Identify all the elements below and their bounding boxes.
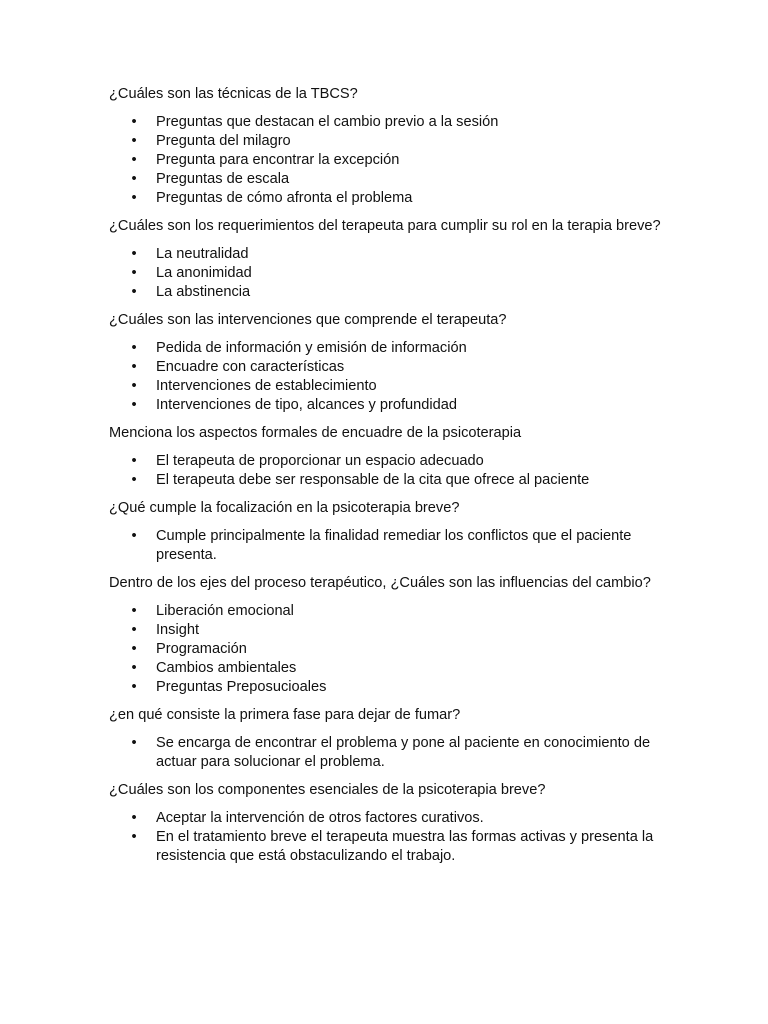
list-item-text: Pregunta para encontrar la excepción: [156, 152, 400, 168]
list-item: [109, 113, 678, 132]
list-item: [109, 170, 678, 189]
answer-list: [109, 602, 678, 697]
list-item: [109, 678, 678, 697]
list-item-text: Intervenciones de establecimiento: [156, 378, 377, 394]
bullet-icon: •: [131, 641, 137, 657]
list-item: [109, 621, 678, 640]
answer-list: [109, 809, 678, 866]
bullet-icon: •: [131, 472, 137, 488]
question-heading: ¿Cuáles son las técnicas de la TBCS?: [109, 86, 358, 102]
list-item: [109, 283, 678, 302]
list-item: [109, 189, 678, 208]
question-heading: ¿Cuáles son los componentes esenciales de la psicoterapia breve?: [109, 782, 546, 798]
question-heading: Menciona los aspectos formales de encuadre de la psicoterapia: [109, 425, 522, 441]
bullet-icon: •: [131, 265, 137, 281]
list-item-text: Intervenciones de tipo, alcances y profundidad: [156, 397, 457, 413]
answer-list: [109, 452, 678, 490]
bullet-icon: •: [131, 660, 137, 676]
list-item: [109, 339, 678, 358]
list-item: [109, 640, 678, 659]
list-item-text: Programación: [156, 641, 247, 657]
bullet-icon: •: [131, 284, 137, 300]
bullet-icon: •: [131, 453, 137, 469]
bullet-icon: •: [131, 735, 137, 751]
list-item-text: Preguntas Preposucioales: [156, 679, 327, 695]
bullet-icon: •: [131, 622, 137, 638]
list-item: [109, 471, 678, 490]
bullet-icon: •: [131, 340, 137, 356]
bullet-icon: •: [131, 152, 137, 168]
bullet-icon: •: [131, 810, 137, 826]
bullet-icon: •: [131, 190, 137, 206]
list-item-text: Cumple principalmente la finalidad remediar los conflictos que el paciente presenta.: [156, 528, 632, 563]
list-item-text: La neutralidad: [156, 246, 249, 262]
list-item-text: Insight: [156, 622, 199, 638]
list-item-text: Encuadre con características: [156, 359, 345, 375]
list-item: [109, 358, 678, 377]
bullet-icon: •: [131, 133, 137, 149]
list-item-text: Pedida de información y emisión de información: [156, 340, 467, 356]
bullet-icon: •: [131, 603, 137, 619]
question-heading: Dentro de los ejes del proceso terapéutico, ¿Cuáles son las influencias del cambio?: [109, 575, 651, 591]
list-item-text: La abstinencia: [156, 284, 251, 300]
list-item: [109, 377, 678, 396]
list-item: [109, 809, 678, 828]
list-item-text: Cambios ambientales: [156, 660, 297, 676]
list-item: [109, 602, 678, 621]
list-item-text: En el tratamiento breve el terapeuta muestra las formas activas y presenta la resistencia que está obstaculizando el trabajo.: [156, 829, 654, 864]
list-item-text: La anonimidad: [156, 265, 252, 281]
list-item: [109, 151, 678, 170]
list-item-text: Se encarga de encontrar el problema y pone al paciente en conocimiento de actuar para solucionar el problema.: [156, 735, 651, 770]
list-item: [109, 659, 678, 678]
bullet-icon: •: [131, 679, 137, 695]
answer-list: [109, 527, 678, 565]
answer-list: [109, 245, 678, 302]
answer-list: [109, 339, 678, 415]
list-item-text: Pregunta del milagro: [156, 133, 291, 149]
bullet-icon: •: [131, 359, 137, 375]
bullet-icon: •: [131, 114, 137, 130]
list-item-text: El terapeuta debe ser responsable de la cita que ofrece al paciente: [156, 472, 590, 488]
list-item-text: El terapeuta de proporcionar un espacio adecuado: [156, 453, 484, 469]
list-item: [109, 452, 678, 471]
question-heading: ¿en qué consiste la primera fase para dejar de fumar?: [109, 707, 461, 723]
bullet-icon: •: [131, 528, 137, 544]
bullet-icon: •: [131, 397, 137, 413]
list-item: [109, 828, 678, 866]
list-item: [109, 527, 678, 565]
list-item: [109, 132, 678, 151]
answer-list: [109, 113, 678, 208]
bullet-icon: •: [131, 378, 137, 394]
bullet-icon: •: [131, 246, 137, 262]
answer-list: [109, 734, 678, 772]
question-heading: ¿Cuáles son las intervenciones que comprende el terapeuta?: [109, 312, 507, 328]
bullet-icon: •: [131, 829, 137, 845]
list-item-text: Preguntas de escala: [156, 171, 290, 187]
list-item: [109, 396, 678, 415]
list-item-text: Aceptar la intervención de otros factores curativos.: [156, 810, 484, 826]
list-item-text: Liberación emocional: [156, 603, 294, 619]
list-item-text: Preguntas de cómo afronta el problema: [156, 190, 413, 206]
list-item: [109, 734, 678, 772]
bullet-icon: •: [131, 171, 137, 187]
list-item: [109, 245, 678, 264]
question-heading: ¿Qué cumple la focalización en la psicoterapia breve?: [109, 500, 460, 516]
question-heading: ¿Cuáles son los requerimientos del terapeuta para cumplir su rol en la terapia breve?: [109, 218, 661, 234]
list-item: [109, 264, 678, 283]
list-item-text: Preguntas que destacan el cambio previo a la sesión: [156, 114, 499, 130]
